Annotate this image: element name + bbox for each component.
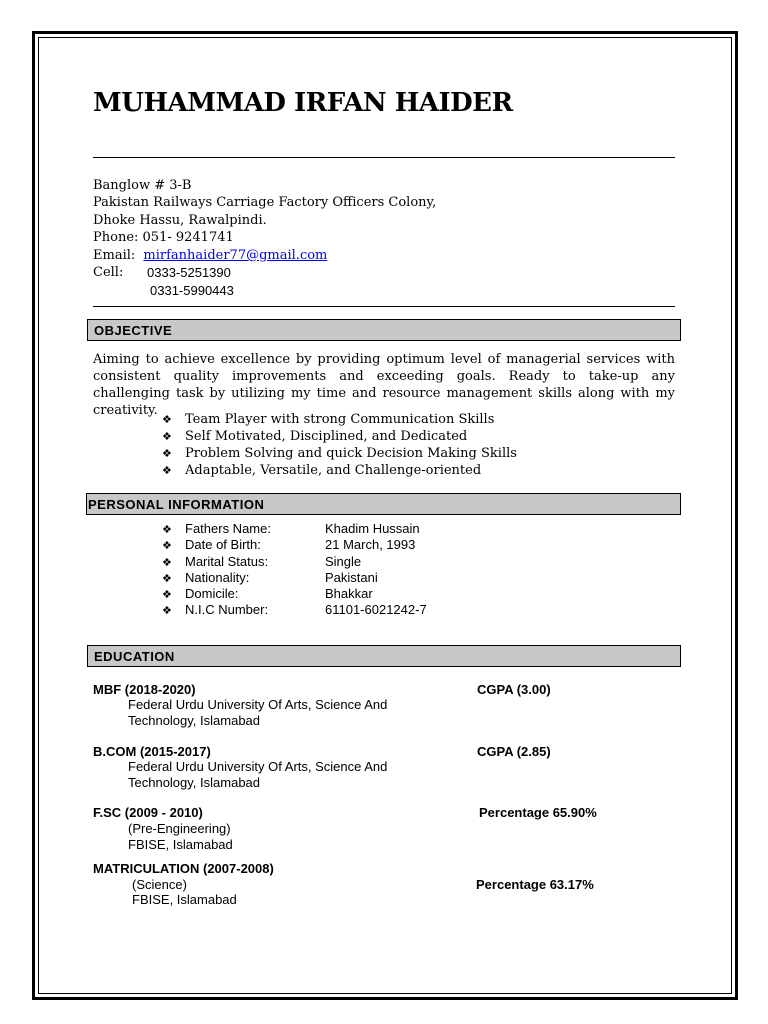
divider-address — [93, 306, 675, 307]
education-board: FBISE, Islamabad — [132, 892, 237, 907]
education-board: FBISE, Islamabad — [128, 837, 233, 852]
education-institution: Federal Urdu University Of Arts, Science And — [128, 759, 388, 774]
diamond-bullet-icon: ❖ — [162, 571, 172, 585]
diamond-bullet-icon: ❖ — [162, 464, 172, 477]
cell-number-1: 0333-5251390 — [147, 265, 231, 280]
list-item: ❖ Domicile: Bhakkar — [162, 586, 373, 602]
section-heading: PERSONAL INFORMATION — [88, 497, 265, 512]
list-item: ❖ Marital Status: Single — [162, 553, 362, 569]
personal-info-list — [162, 521, 427, 619]
education-score: CGPA (2.85) — [477, 744, 551, 759]
address-line-3: Dhoke Hassu, Rawalpindi. — [93, 213, 267, 228]
address-line-2: Pakistan Railways Carriage Factory Officers Colony, — [93, 195, 437, 210]
objective-text: Aiming to achieve excellence by providing optimum level of managerial services with consistent quality improvements and exceeding goals. Ready to take-up any challenging task by utilizing my time and resource management skills along with my creativity. — [93, 352, 675, 418]
section-personal-information — [86, 493, 681, 515]
list-item: ❖ Problem Solving and quick Decision Making Skills — [162, 446, 517, 461]
cell-number-2: 0331-5990443 — [150, 283, 234, 298]
list-item: ❖ Adaptable, Versatile, and Challenge-oriented — [162, 463, 482, 478]
skills-list — [162, 411, 517, 479]
address-line-1: Banglow # 3-B — [93, 178, 192, 193]
diamond-bullet-icon: ❖ — [162, 523, 172, 536]
email-link[interactable]: mirfanhaider77@gmail.com — [143, 248, 328, 263]
list-item: ❖ Nationality: Pakistani — [162, 569, 378, 585]
diamond-bullet-icon: ❖ — [162, 588, 172, 602]
list-item: ❖ Fathers Name: Khadim Hussain — [162, 521, 420, 536]
education-score: Percentage 65.90% — [479, 805, 597, 820]
education-title: F.SC (2009 - 2010) — [93, 805, 203, 820]
education-institution: Federal Urdu University Of Arts, Science And — [128, 697, 388, 712]
diamond-bullet-icon: ❖ — [162, 447, 172, 460]
list-item: ❖ Team Player with strong Communication Skills — [162, 412, 495, 427]
section-education — [87, 645, 681, 667]
diamond-bullet-icon: ❖ — [162, 539, 172, 553]
divider-top — [93, 157, 675, 158]
phone: Phone: 051- 9241741 — [93, 230, 234, 245]
email-row — [93, 247, 327, 264]
diamond-bullet-icon: ❖ — [162, 555, 172, 569]
section-objective — [87, 319, 681, 341]
cell-label: Cell: — [93, 265, 124, 280]
education-stream: (Pre-Engineering) — [128, 821, 231, 836]
list-item: ❖ N.I.C Number: 61101-6021242-7 — [162, 602, 427, 618]
diamond-bullet-icon: ❖ — [162, 604, 172, 618]
list-item: ❖ Date of Birth: 21 March, 1993 — [162, 537, 416, 553]
education-location: Technology, Islamabad — [128, 713, 261, 728]
resume-name: MUHAMMAD IRFAN HAIDER — [93, 88, 513, 118]
education-title: B.COM (2015-2017) — [93, 744, 211, 759]
diamond-bullet-icon: ❖ — [162, 430, 172, 443]
email-label: Email: — [93, 248, 136, 263]
education-score: CGPA (3.00) — [477, 682, 551, 697]
education-title: MATRICULATION (2007-2008) — [93, 861, 274, 876]
education-score: Percentage 63.17% — [476, 877, 594, 892]
section-heading: OBJECTIVE — [94, 323, 173, 338]
education-location: Technology, Islamabad — [128, 775, 261, 790]
education-stream: (Science) — [132, 877, 187, 892]
diamond-bullet-icon: ❖ — [162, 413, 172, 426]
section-heading: EDUCATION — [94, 649, 175, 664]
list-item: ❖ Self Motivated, Disciplined, and Dedicated — [162, 429, 468, 444]
education-title: MBF (2018-2020) — [93, 682, 196, 697]
